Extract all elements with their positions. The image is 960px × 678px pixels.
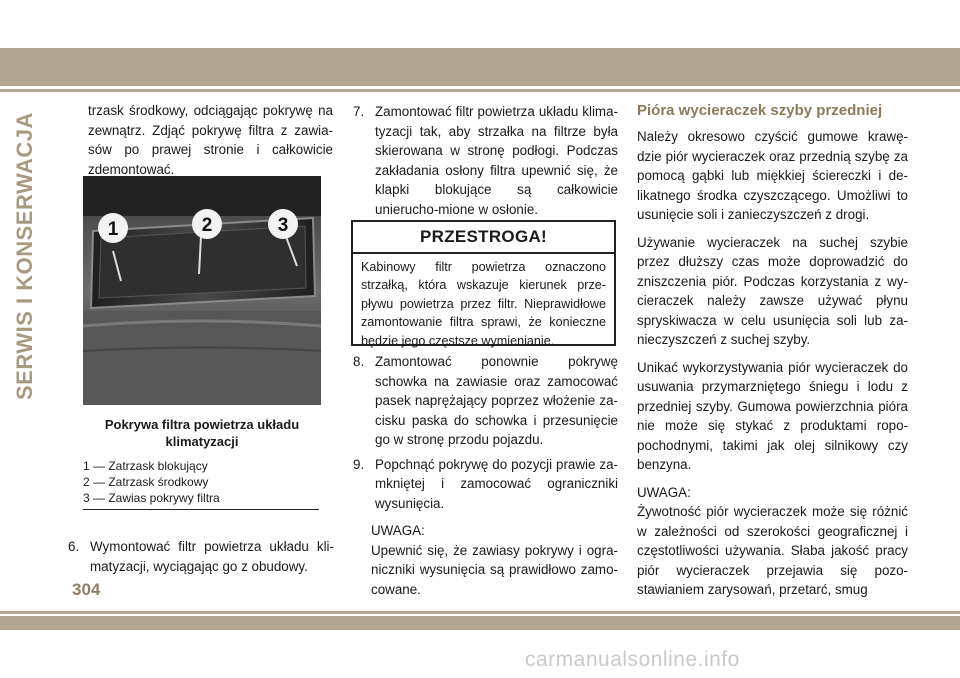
section-heading: Pióra wycieraczek szyby przedniej [637, 102, 883, 119]
column-2-steps-bottom [353, 352, 618, 599]
page-number: 304 [72, 580, 101, 599]
paragraph-1: Należy okresowo czyścić gumowe krawę-dzie piór wycieraczek oraz przednią szybę za pomocą gąbki lub miękkiej ściereczki i de-likatnego środka czyszczącego. Umożliwi to usunięcie soli i zanieczyszczeń z drogi. [637, 129, 908, 222]
callout-3: 3 [277, 215, 289, 236]
figure-legend [83, 458, 321, 506]
legend-divider [83, 509, 319, 510]
warning-title: PRZESTROGA! [353, 222, 614, 254]
legend-item: 3 — Zawias pokrywy filtra [83, 491, 220, 505]
column-3 [637, 101, 908, 600]
step-number: 6. [68, 539, 80, 554]
paragraph-3: Unikać wykorzystywania piór wycieraczek do usuwania przymarzniętego śniegu i lodu z przedniej szyby. Gumowa powierzchnia pióra nie może się stykać z produktami ropo-pochodnymi, takimi jak olej silnikowy czy benzyna. [637, 359, 908, 472]
footer-band [0, 616, 960, 630]
column-1-intro [88, 101, 333, 179]
header-rule [0, 89, 960, 92]
warning-text: Kabinowy filtr powietrza oznaczono strzałką, która wskazuje kierunek prze-pływu powietrza przez filtr. Nieprawidłowe zamontowanie filtra sprawi, że konieczne będzie jego częstsze wymienianie. [361, 260, 606, 348]
note-text: Upewnić się, że zawiasy pokrywy i ogra-niczniki wysunięcia są prawidłowo zamo-cowane. [371, 542, 618, 597]
step-number: 8. [353, 354, 365, 369]
intro-paragraph: trzask środkowy, odciągając pokrywę na zewnątrz. Zdjąć pokrywę filtra z zawia-sów po prawej stronie i całkowicie zdemontować. [88, 103, 333, 177]
step-number: 9. [353, 456, 365, 472]
column-2-steps-top [353, 102, 618, 219]
figure-caption [83, 416, 321, 450]
step-text: Zamontować filtr powietrza układu klima-tyzacji tak, aby strzałka na filtrze była skierowana w stronę podłogi. Podczas zakładania osłony filtra upewnić się, że klapki blokujące są całkowicie unierucho-mione w osłonie. [375, 104, 618, 217]
filter-cover-photo [83, 176, 321, 405]
callout-1: 1 [107, 219, 119, 240]
callout-2: 2 [201, 215, 213, 236]
step-8 [353, 352, 618, 450]
filter-cover-illustration [83, 176, 321, 405]
step-number: 7. [353, 104, 365, 119]
watermark-text: carmanualsonline.info [525, 648, 740, 671]
legend-item: 2 — Zatrzask środkowy [83, 475, 209, 489]
note-label: UWAGA: [637, 484, 691, 500]
figure-caption-line-2: klimatyzacji [165, 434, 239, 449]
note-block [353, 521, 618, 599]
paragraph-2: Używanie wycieraczek na suchej szybie przez dłuższy czas może doprowadzić do zniszczenia piór. Podczas korzystania z wy-cieraczek należy zawsze używać płynu spryskiwacza w celu usunięcia soli lub za-nieczyszczeń z suchej szyby. [637, 234, 908, 347]
step-9 [353, 455, 618, 514]
step-text: Zamontować ponownie pokrywę schowka na zawiasie oraz zamocować pasek naprężający poprzez włożenie za-cisku paska do schowka i przesunięcie go w stronę przodu pojazdu. [375, 354, 618, 447]
step-text: Wymontować filtr powietrza układu kli-matyzacji, wyciągając go z obudowy. [90, 539, 334, 574]
figure-caption-line-1: Pokrywa filtra powietrza układu [104, 417, 300, 432]
header-band [0, 48, 960, 86]
step-7 [353, 102, 618, 219]
note-text: Żywotność piór wycieraczek może się różnić w zależności od szerokości geograficznej i częstotliwości używania. Słaba jakość pracy piór wycieraczek przejawia się pozo-stawianiem zarysowań, przetarć, smug [637, 504, 908, 597]
legend-item: 1 — Zatrzask blokujący [83, 459, 208, 473]
note-label: UWAGA: [371, 523, 425, 538]
warning-box [351, 220, 616, 346]
section-side-title: SERWIS I KONSERWACJA [12, 112, 37, 400]
step-text: Popchnąć pokrywę do pozycji prawie za-mkniętej i zamocować ograniczniki wysunięcia. [375, 456, 618, 511]
step-6 [68, 537, 334, 576]
column-1-steps [68, 537, 334, 576]
footer-rule [0, 611, 960, 614]
